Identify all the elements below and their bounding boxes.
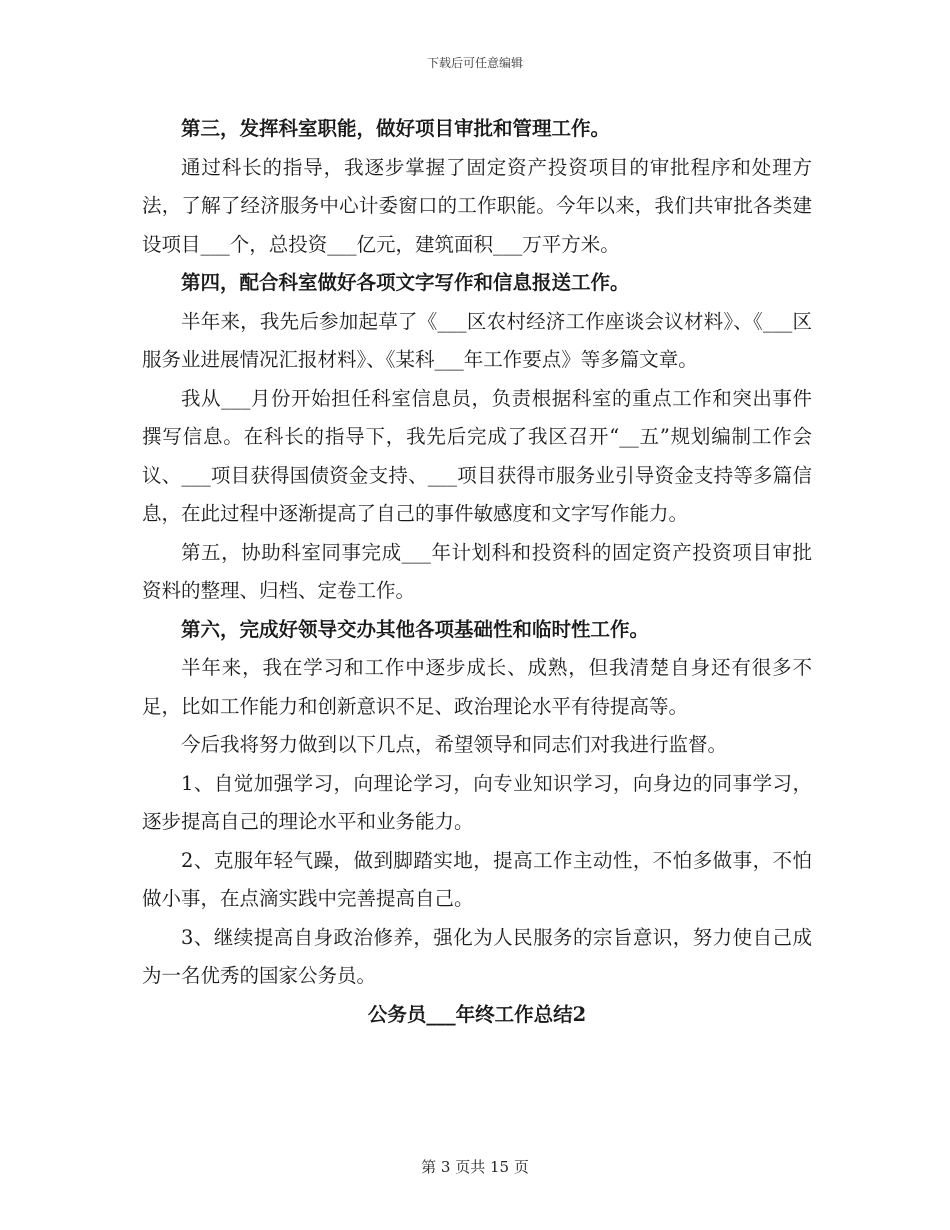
paragraph-9: 今后我将努力做到以下几点，希望领导和同志们对我进行监督。: [181, 733, 728, 756]
paragraph-8: 半年来，我在学习和工作中逐步成长、成熟，但我清楚自身还有很多不足，比如工作能力和创新意识不足、政治理论水平有待提高等。: [142, 656, 812, 718]
section-title: 公务员___年终工作总结2: [367, 1002, 587, 1026]
paragraph-6: 第五，协助科室同事完成___年计划科和投资科的固定资产投资项目审批资料的整理、归档、定卷工作。: [142, 540, 812, 602]
paragraph-10: 1、自觉加强学习，向理论学习，向专业知识学习，向身边的同事学习，逐步提高自己的理论水平和业务能力。: [142, 771, 812, 833]
paragraph-2: 通过科长的指导，我逐步掌握了固定资产投资项目的审批程序和处理方法，了解了经济服务中心计委窗口的工作职能。今年以来，我们共审批各类建设项目___个，总投资___亿元，建筑面积___万平方米。: [142, 155, 812, 256]
paragraph-5: 我从___月份开始担任科室信息员，负责根据科室的重点工作和突出事件撰写信息。在科长的指导下，我先后完成了我区召开“__五”规划编制工作会议、___项目获得国债资金支持、___项目获得市服务业引导资金支持等多篇信息，在此过程中逐渐提高了自己的事件敏感度和文字写作能力。: [142, 386, 812, 525]
paragraph-4: 半年来，我先后参加起草了《___区农村经济工作座谈会议材料》、《___区服务业进展情况汇报材料》、《某科___年工作要点》等多篇文章。: [142, 309, 812, 371]
document-body: [142, 110, 812, 1034]
page-number: 第 3 页共 15 页: [421, 1158, 529, 1176]
paragraph-1: 第三，发挥科室职能，做好项目审批和管理工作。: [181, 117, 611, 140]
page-header-note: 下载后可任意编辑: [426, 56, 523, 70]
paragraph-3: 第四，配合科室做好各项文字写作和信息报送工作。: [181, 271, 630, 294]
paragraph-11: 2、克服年轻气躁，做到脚踏实地，提高工作主动性，不怕多做事，不怕做小事，在点滴实践中完善提高自己。: [142, 848, 812, 910]
paragraph-7: 第六，完成好领导交办其他各项基础性和临时性工作。: [181, 617, 650, 641]
paragraph-12: 3、继续提高自身政治修养，强化为人民服务的宗旨意识，努力使自己成为一名优秀的国家公务员。: [142, 925, 812, 987]
